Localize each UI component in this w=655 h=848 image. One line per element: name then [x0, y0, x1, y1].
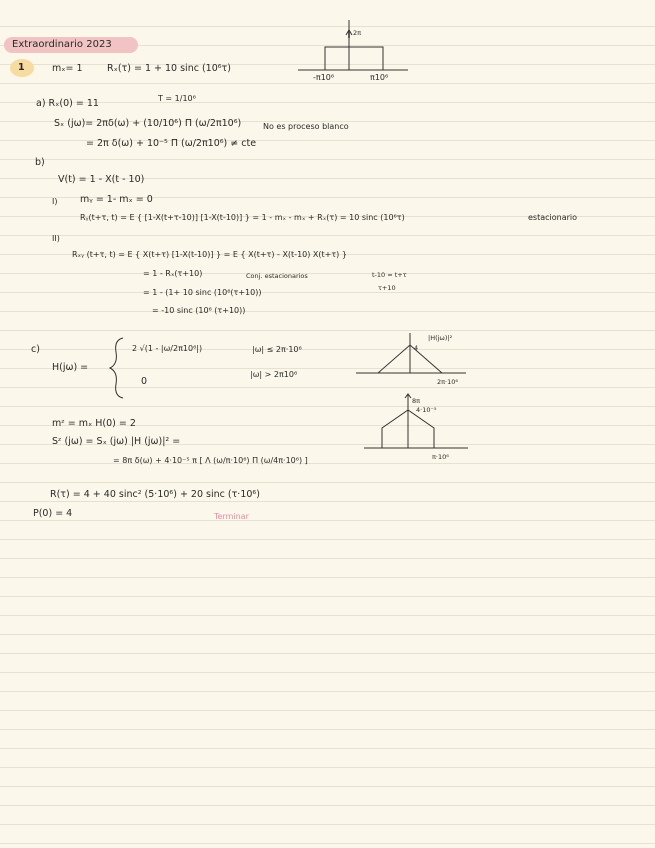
line-rx: Rₓ(τ) = 1 + 10 sinc (10⁶τ) — [107, 63, 231, 74]
graph1-peak-label: 2π — [353, 29, 362, 37]
part-c-case2: 0 — [141, 376, 148, 387]
part-b-ry-note: estacionario — [528, 213, 578, 222]
part-c-cond1: |ω| ≤ 2π·10⁶ — [252, 345, 302, 354]
graph2-label: |H(jω)|² — [428, 334, 453, 342]
graph2-x-tick: 2π·10⁶ — [437, 378, 458, 386]
part-b-ry: Rᵧ(t+τ, t) = E { [1-X(t+τ-10)] [1-X(t-10)] } = 1 - mₓ - mₓ + Rₓ(τ) = 10 sinc (10⁶τ) — [80, 213, 405, 222]
line-mx: mₓ= 1 — [52, 63, 83, 74]
part-b-i: I) — [52, 197, 58, 206]
part-b-rxy: Rₓᵧ (t+τ, t) = E { X(t+τ) [1-X(t-10)] } = E { X(t+τ) - X(t-10) X(t+τ) } — [72, 250, 347, 259]
part-b-rxy3: = 1 - (1+ 10 sinc (10⁶(τ+10)) — [143, 288, 262, 297]
graph3-peak: 8π — [412, 397, 421, 405]
graph3-x-tick: π·10⁶ — [432, 453, 449, 461]
part-b-rxy4: = -10 sinc (10⁶ (τ+10)) — [152, 306, 246, 315]
part-c-power: P(0) = 4 — [33, 508, 73, 519]
part-b-label: b) — [35, 157, 45, 168]
part-b-side-note2: τ+10 — [378, 284, 396, 292]
part-a-period: T = 1/10⁶ — [158, 94, 196, 103]
part-b-side-note1: t-10 = t+τ — [372, 271, 407, 279]
part-b-rxy2-note: Conj. estacionarios — [246, 272, 308, 280]
part-c-sz: Sᶻ (jω) = Sₓ (jω) |H (jω)|² = — [52, 436, 181, 447]
part-b-my: mᵧ = 1- mₓ = 0 — [80, 194, 153, 205]
part-a-label: a) Rₓ(0) = 11 — [36, 98, 99, 109]
graph1-right-tick: π10⁶ — [370, 73, 389, 82]
part-a-note: No es proceso blanco — [263, 122, 349, 131]
exercise-number: 1 — [18, 62, 25, 73]
part-c-autocorr: R(τ) = 4 + 40 sinc² (5·10⁶) + 20 sinc (τ·10⁶) — [50, 489, 260, 500]
part-b-ii: II) — [52, 234, 60, 243]
part-c-sz2: = 8π δ(ω) + 4·10⁻⁵ π [ Λ (ω/π·10⁶) Π (ω/4π·10⁶) ] — [113, 456, 308, 465]
graph1-left-tick: -π10⁶ — [313, 73, 335, 82]
part-c-case1: 2 √(1 - |ω/2π10⁶|) — [132, 344, 203, 353]
part-b-v: V(t) = 1 - X(t - 10) — [58, 174, 145, 185]
part-a-sx: Sₓ (jω)= 2πδ(ω) + (10/10⁶) Π (ω/2π10⁶) — [54, 118, 242, 129]
page-title: Extraordinario 2023 — [12, 39, 112, 50]
part-c-h: H(jω) = — [52, 362, 89, 373]
part-c-label: c) — [31, 344, 40, 355]
pink-note: Terminar — [214, 512, 249, 521]
part-a-sx2: = 2π δ(ω) + 10⁻⁵ Π (ω/2π10⁶) ≠ cte — [86, 138, 257, 149]
part-b-rxy2: = 1 - Rₓ(τ+10) — [143, 269, 203, 278]
part-c-cond2: |ω| > 2π10⁶ — [250, 370, 298, 379]
graph2-peak: 4 — [414, 344, 419, 352]
graph3-level: 4·10⁻⁵ — [416, 406, 437, 414]
piecewise-brace — [110, 338, 123, 398]
part-c-mz: mᶻ = mₓ H(0) = 2 — [52, 418, 136, 429]
